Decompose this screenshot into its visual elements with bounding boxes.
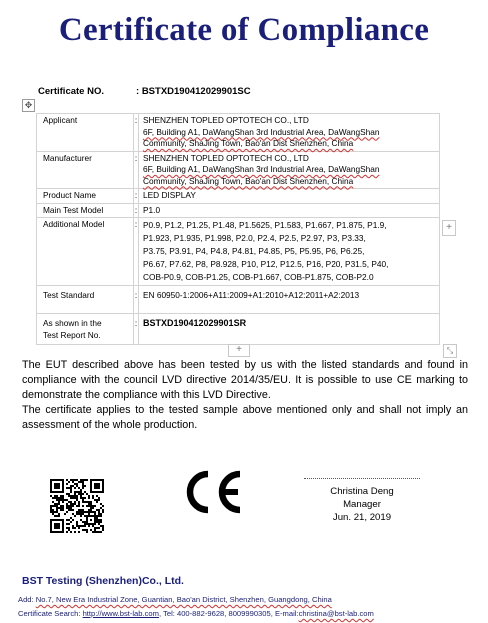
scope-paragraph: The certificate applies to the tested sample above mentioned only and shall not imply an assessment of the whole production. [22, 404, 468, 431]
table-row: Product Name : LED DISPLAY [37, 189, 440, 204]
certificate-info-table [36, 113, 440, 345]
certificate-search-link[interactable]: http://www.bst-lab.com [82, 609, 159, 618]
compliance-paragraph: The EUT described above has been tested by us with the listed standards and found in compliance with the council LVD directive 2014/35/EU. It is possible to use CE marking to demonstrate the compliance with this LVD Directive. [22, 359, 468, 401]
contact-email[interactable]: christina@bst-lab.com [298, 609, 374, 618]
table-move-icon[interactable]: ✥ [22, 99, 35, 112]
manufacturer-label: Manufacturer [37, 151, 134, 189]
certificate-number-label: Certificate NO. [38, 86, 104, 97]
ce-mark-icon [178, 462, 250, 522]
table-row: Test Standard : EN 60950-1:2006+A11:2009+A1:2010+A12:2011+A2:2013 [37, 285, 440, 314]
signatory-name: Christina Deng [330, 486, 394, 497]
test-report-label: As shown in the Test Report No. [37, 314, 134, 345]
table-row: Manufacturer : SHENZHEN TOPLED OPTOTECH CO., LTD 6F, Building A1, DaWangShan 3rd Industrial Area, DaWangShan Community, ShaJing Town, Bao'an Dist Shenzhen, China [37, 151, 440, 189]
signatory-role: Manager [343, 499, 381, 510]
footer-contact: Certificate Search: http://www.bst-lab.com, Tel: 400-882-9628, 8009990305, E-mail:christina@bst-lab.com [18, 609, 374, 618]
certificate-number: Certificate NO. : BSTXD190412029901SC [38, 86, 251, 97]
table-row: Additional Model : P0.9, P1.2, P1.25, P1.48, P1.5625, P1.583, P1.667, P1.875, P1.9, P1.923, P1.935, P1.998, P2.0, P2.4, P2.5, P2.97, P3, P3.33, P3.75, P3.91, P4, P4.8, P4.81, P4.85, P5, P5.95, P6, P6.25, P6.67, P7.62, P8, P8.928, P10, P12, P12.5, P16, P20, P31.5, P40, COB-P0.9, COB-P1.25, COB-P1.667, COB-P1.875, COB-P2.0 [37, 218, 440, 286]
main-test-model-label: Main Test Model [37, 203, 134, 218]
add-column-plus-icon[interactable]: + [442, 220, 456, 236]
add-row-plus-icon[interactable]: + [228, 344, 250, 357]
certificate-number-value: BSTXD190412029901SC [141, 86, 251, 97]
signature-line [304, 478, 420, 479]
applicant-label: Applicant [37, 114, 134, 152]
footer-address: Add: No.7, New Era Industrial Zone, Guantian, Bao'an District, Shenzhen, Guangdong, China [18, 595, 332, 604]
signature-date: Jun. 21, 2019 [332, 512, 392, 523]
test-standard-value: EN 60950-1:2006+A11:2009+A1:2010+A12:2011+A2:2013 [139, 285, 440, 314]
manufacturer-value: SHENZHEN TOPLED OPTOTECH CO., LTD 6F, Building A1, DaWangShan 3rd Industrial Area, DaWangShan Community, ShaJing Town, Bao'an Dist Shenzhen, China [139, 151, 440, 189]
additional-model-label: Additional Model [37, 218, 134, 286]
test-report-value: BSTXD190412029901SR [139, 314, 440, 345]
table-row: As shown in the Test Report No. : BSTXD190412029901SR [37, 314, 440, 345]
company-name: BST Testing (Shenzhen)Co., Ltd. [22, 575, 184, 587]
test-standard-label: Test Standard [37, 285, 134, 314]
table-resize-icon[interactable]: ⤡ [443, 344, 457, 358]
product-name-value: LED DISPLAY [139, 189, 440, 204]
table-row: Main Test Model : P1.0 [37, 203, 440, 218]
additional-model-value: P0.9, P1.2, P1.25, P1.48, P1.5625, P1.583, P1.667, P1.875, P1.9, P1.923, P1.935, P1.998, P2.0, P2.4, P2.5, P2.97, P3, P3.33, P3.75, P3.91, P4, P4.8, P4.81, P4.85, P5, P5.95, P6, P6.25, P6.67, P7.62, P8, P8.928, P10, P12, P12.5, P16, P20, P31.5, P40, COB-P0.9, COB-P1.25, COB-P1.667, COB-P1.875, COB-P2.0 [139, 218, 440, 286]
table-row: Applicant : SHENZHEN TOPLED OPTOTECH CO., LTD 6F, Building A1, DaWangShan 3rd Industrial Area, DaWangShan Community, ShaJing Town, Bao'an Dist Shenzhen, China [37, 114, 440, 152]
qr-code-icon [50, 479, 104, 533]
product-name-label: Product Name [37, 189, 134, 204]
applicant-value: SHENZHEN TOPLED OPTOTECH CO., LTD 6F, Building A1, DaWangShan 3rd Industrial Area, DaWangShan Community, ShaJing Town, Bao'an Dist Shenzhen, China [139, 114, 440, 152]
main-test-model-value: P1.0 [139, 203, 440, 218]
certificate-title: Certificate of Compliance [58, 12, 430, 48]
signature-block [296, 478, 428, 524]
compliance-statement [22, 358, 468, 433]
